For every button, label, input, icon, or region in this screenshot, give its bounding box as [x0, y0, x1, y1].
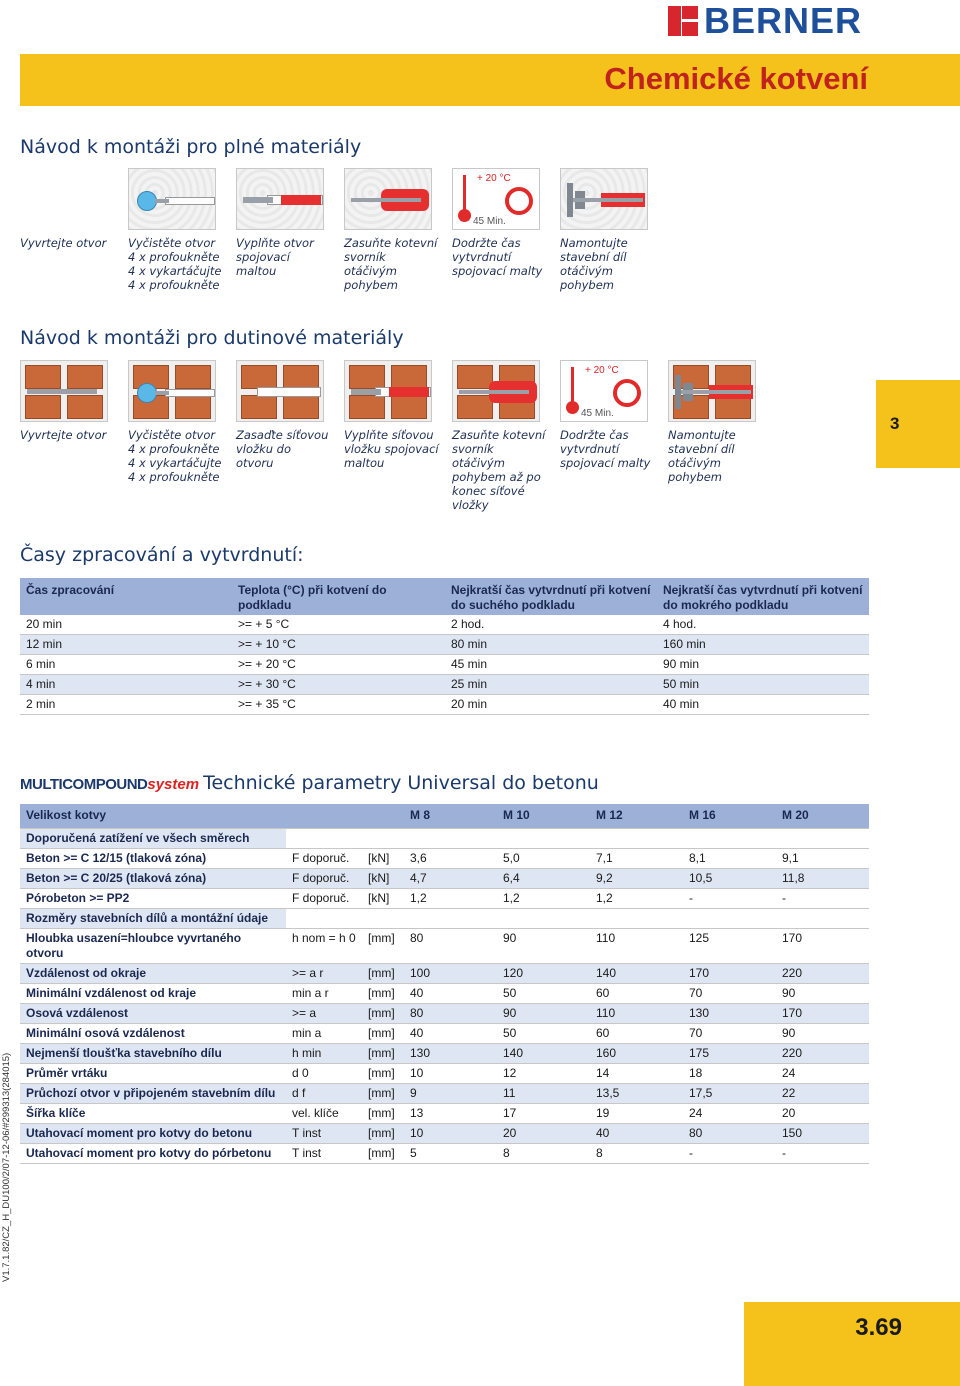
- tech-value: 11,8: [776, 868, 869, 888]
- brick-shape: [349, 365, 385, 389]
- step-4: [344, 360, 452, 512]
- mortar-fill: [281, 195, 321, 205]
- tech-unit: [mm]: [362, 1083, 404, 1103]
- tech-value: 140: [497, 1043, 590, 1063]
- thermometer-bulb: [458, 209, 471, 222]
- tech-value: 110: [590, 1003, 683, 1023]
- cure-table: [20, 578, 869, 715]
- tech-label: Minimální osová vzdálenost: [20, 1023, 286, 1043]
- cure-cell: 20 min: [20, 615, 232, 635]
- cure-row: [20, 635, 869, 655]
- clock-icon: [505, 187, 533, 215]
- tech-symbol: F doporuč.: [286, 888, 362, 908]
- tech-label: Beton >= C 20/25 (tlaková zóna): [20, 868, 286, 888]
- tech-value: 4,7: [404, 868, 497, 888]
- tech-value: 10,5: [683, 868, 776, 888]
- tech-unit: [kN]: [362, 888, 404, 908]
- cure-cell: 20 min: [445, 695, 657, 715]
- step-3: [236, 168, 344, 292]
- cure-cell: 12 min: [20, 635, 232, 655]
- cure-row: [20, 695, 869, 715]
- tech-value: 60: [590, 983, 683, 1003]
- tech-label: Hloubka usazení=hloubce vyvrtaného otvoru: [20, 928, 286, 963]
- tech-symbol: T inst: [286, 1123, 362, 1143]
- berner-logo: [668, 0, 863, 41]
- brick-shape: [349, 395, 385, 419]
- cure-cell: >= + 10 °C: [232, 635, 445, 655]
- tech-row: [20, 963, 869, 983]
- drill-hole-icon: [20, 168, 108, 230]
- tech-value: 125: [683, 928, 776, 963]
- thermometer-stem: [463, 175, 466, 213]
- step-5: [452, 360, 560, 512]
- cartridge-nozzle: [243, 197, 273, 203]
- cure-cell: 2 hod.: [445, 615, 657, 635]
- brick-shape: [241, 395, 277, 419]
- tech-value: 130: [683, 1003, 776, 1023]
- pump-nozzle: [155, 199, 169, 203]
- brick-shape: [25, 395, 61, 419]
- tech-header-label: Velikost kotvy: [20, 804, 404, 828]
- steps-full: [20, 168, 668, 292]
- tech-value: 130: [404, 1043, 497, 1063]
- document-code: [1, 1052, 17, 1282]
- tech-value: 110: [590, 928, 683, 963]
- tech-value: 60: [590, 1023, 683, 1043]
- step-caption: Dodržte čas vytvrdnutí spojovací malty: [452, 236, 543, 278]
- anchor-rod: [351, 198, 421, 202]
- pump-nozzle: [155, 391, 169, 395]
- thermometer-clock-icon: [452, 168, 540, 230]
- tech-row: [20, 1143, 869, 1163]
- step-5: [452, 168, 560, 292]
- tech-value: 170: [776, 1003, 869, 1023]
- brick-shape: [283, 395, 319, 419]
- tech-value: 1,2: [404, 888, 497, 908]
- tech-value: 140: [590, 963, 683, 983]
- tech-value: -: [776, 1143, 869, 1163]
- tech-subheader-row: [20, 908, 869, 928]
- tech-value: 170: [776, 928, 869, 963]
- cure-cell: 80 min: [445, 635, 657, 655]
- tech-title: Technické parametry Universal do betonu: [203, 772, 599, 794]
- tech-label: Osová vzdálenost: [20, 1003, 286, 1023]
- tech-value: 1,2: [497, 888, 590, 908]
- tech-symbol: T inst: [286, 1143, 362, 1163]
- tech-subheader: Doporučená zatížení ve všech směrech: [20, 828, 286, 848]
- section-full-title: Návod k montáži pro plné materiály: [20, 136, 362, 158]
- tech-value: 150: [776, 1123, 869, 1143]
- tech-unit: [mm]: [362, 1003, 404, 1023]
- brick-shape: [241, 365, 277, 389]
- tech-label: Utahovací moment pro kotvy do betonu: [20, 1123, 286, 1143]
- cartridge-nozzle: [351, 389, 381, 395]
- brick-shape: [391, 395, 427, 419]
- inject-mortar-icon: [236, 168, 324, 230]
- step-caption: Vyplňte otvor spojovací maltou: [236, 236, 314, 278]
- tech-value: 11: [497, 1083, 590, 1103]
- tech-symbol: F doporuč.: [286, 868, 362, 888]
- step-7: [668, 360, 776, 512]
- tech-label: Vzdálenost od okraje: [20, 963, 286, 983]
- tech-label: Nejmenší tloušťka stavebního dílu: [20, 1043, 286, 1063]
- tech-symbol: d 0: [286, 1063, 362, 1083]
- tech-row: [20, 928, 869, 963]
- page-title: Chemické kotvení: [604, 61, 868, 96]
- tech-label: Pórobeton >= PP2: [20, 888, 286, 908]
- tech-unit: [mm]: [362, 983, 404, 1003]
- tech-symbol: h nom = h 0: [286, 928, 362, 963]
- tech-unit: [mm]: [362, 1103, 404, 1123]
- tech-row: [20, 1083, 869, 1103]
- blow-out-pump-icon: [128, 360, 216, 422]
- cure-title: Časy zpracování a vytvrdnutí:: [20, 544, 304, 566]
- tech-row: [20, 1103, 869, 1123]
- tech-value: 12: [497, 1063, 590, 1083]
- tech-value: 70: [683, 983, 776, 1003]
- cure-cell: 6 min: [20, 655, 232, 675]
- tech-value: 8: [497, 1143, 590, 1163]
- insert-anchor-icon: [344, 168, 432, 230]
- tech-row: [20, 848, 869, 868]
- brick-shape: [175, 365, 211, 389]
- tech-value: 20: [776, 1103, 869, 1123]
- tech-value: 50: [497, 983, 590, 1003]
- tech-table: [20, 804, 869, 1164]
- cure-cell: >= + 35 °C: [232, 695, 445, 715]
- cure-cell: >= + 30 °C: [232, 675, 445, 695]
- tech-value: 17: [497, 1103, 590, 1123]
- step-caption: Namontujte stavební díl otáčivým pohybem: [668, 428, 736, 484]
- step-2: [128, 168, 236, 292]
- title-band: [20, 54, 960, 106]
- sleeve-shape: [257, 387, 321, 397]
- step-caption: Vyčistěte otvor 4 x profoukněte 4 x vykartáčujte 4 x profoukněte: [128, 236, 222, 292]
- brick-shape: [391, 365, 427, 389]
- tech-unit: [mm]: [362, 1043, 404, 1063]
- multicompound-heading: [20, 772, 599, 794]
- insert-sleeve-icon: [236, 360, 324, 422]
- tech-label: Utahovací moment pro kotvy do pórbetonu: [20, 1143, 286, 1163]
- step-caption: Zasuňte kotevní svorník otáčivým pohybem: [344, 236, 438, 292]
- tech-value: 80: [404, 1003, 497, 1023]
- tech-row: [20, 1003, 869, 1023]
- document-code-text: V1.7.1.82/CZ_H_DU100/2/07-12-06/#299313(284015): [1, 1052, 12, 1282]
- tech-value: 100: [404, 963, 497, 983]
- thermometer-stem: [571, 367, 574, 405]
- tech-symbol: >= a: [286, 1003, 362, 1023]
- tech-unit: [mm]: [362, 928, 404, 963]
- tech-value: 8: [590, 1143, 683, 1163]
- tech-value: 70: [683, 1023, 776, 1043]
- logo-mark-icon: [668, 6, 698, 36]
- tech-symbol: vel. klíče: [286, 1103, 362, 1123]
- anchor-rod: [573, 198, 643, 202]
- cure-header: Nejkratší čas vytvrdnutí při kotvení do mokrého podkladu: [657, 578, 869, 615]
- tech-unit: [mm]: [362, 1143, 404, 1163]
- tech-value: 40: [590, 1123, 683, 1143]
- step-caption: Vyplňte síťovou vložku spojovací maltou: [344, 428, 439, 470]
- tech-value: 6,4: [497, 868, 590, 888]
- step-caption: Namontujte stavební díl otáčivým pohybem: [560, 236, 628, 292]
- cure-cell: 160 min: [657, 635, 869, 655]
- tech-value: 17,5: [683, 1083, 776, 1103]
- step-caption: Vyvrtejte otvor: [20, 428, 107, 442]
- system-logo: system: [147, 776, 200, 793]
- tech-symbol: F doporuč.: [286, 848, 362, 868]
- clock-icon: [613, 379, 641, 407]
- tech-label: Průměr vrtáku: [20, 1063, 286, 1083]
- anchor-rod: [681, 390, 751, 394]
- tech-symbol: h min: [286, 1043, 362, 1063]
- cure-cell: 4 hod.: [657, 615, 869, 635]
- mount-part-icon: [668, 360, 756, 422]
- cure-cell: 40 min: [657, 695, 869, 715]
- tech-subheader-fill: [286, 908, 869, 928]
- tech-value: 40: [404, 1023, 497, 1043]
- tech-unit: [mm]: [362, 1023, 404, 1043]
- cure-cell: 4 min: [20, 675, 232, 695]
- cure-cell: >= + 5 °C: [232, 615, 445, 635]
- tech-unit: [mm]: [362, 1123, 404, 1143]
- tech-row: [20, 1123, 869, 1143]
- step-caption: Dodržte čas vytvrdnutí spojovací malty: [560, 428, 651, 470]
- brick-shape: [457, 395, 493, 419]
- cure-header: Teplota (°C) při kotvení do podkladu: [232, 578, 445, 615]
- cure-cell: 45 min: [445, 655, 657, 675]
- step-caption: Zasaďte síťovou vložku do otvoru: [236, 428, 329, 470]
- chapter-tab: [876, 380, 960, 468]
- tech-size-header: M 16: [683, 804, 776, 828]
- tech-value: 220: [776, 1043, 869, 1063]
- tech-unit: [mm]: [362, 1063, 404, 1083]
- cure-row: [20, 675, 869, 695]
- thermometer-bulb: [566, 401, 579, 414]
- tech-row: [20, 1063, 869, 1083]
- tech-value: -: [683, 888, 776, 908]
- multicompound-logo: MULTICOMPOUND: [20, 776, 148, 793]
- steps-hollow: [20, 360, 776, 512]
- insert-anchor-icon: [452, 360, 540, 422]
- tech-row: [20, 888, 869, 908]
- brick-shape: [67, 395, 103, 419]
- tech-label: Beton >= C 12/15 (tlaková zóna): [20, 848, 286, 868]
- cure-time-label: 45 Min.: [581, 408, 614, 419]
- tech-value: 13,5: [590, 1083, 683, 1103]
- cure-cell: 2 min: [20, 695, 232, 715]
- tech-value: 7,1: [590, 848, 683, 868]
- tech-value: 10: [404, 1063, 497, 1083]
- hole-shape: [165, 197, 215, 205]
- tech-value: 9: [404, 1083, 497, 1103]
- logo-text: BERNER: [704, 0, 863, 41]
- tech-value: -: [776, 888, 869, 908]
- tech-value: 24: [683, 1103, 776, 1123]
- tech-header-row: [20, 804, 869, 828]
- chapter-number: 3: [890, 414, 900, 433]
- tech-value: 90: [776, 1023, 869, 1043]
- brick-shape: [175, 395, 211, 419]
- tech-value: 10: [404, 1123, 497, 1143]
- tech-value: 175: [683, 1043, 776, 1063]
- tech-symbol: >= a r: [286, 963, 362, 983]
- step-caption: Zasuňte kotevní svorník otáčivým pohybem až po konec síťové vložky: [452, 428, 546, 512]
- tech-size-header: M 20: [776, 804, 869, 828]
- tech-value: 14: [590, 1063, 683, 1083]
- cure-header-row: [20, 578, 869, 615]
- tech-value: 120: [497, 963, 590, 983]
- tech-value: 80: [683, 1123, 776, 1143]
- tech-value: 160: [590, 1043, 683, 1063]
- tech-value: 9,2: [590, 868, 683, 888]
- tech-value: 220: [776, 963, 869, 983]
- tech-label: Průchozí otvor v připojeném stavebním dílu: [20, 1083, 286, 1103]
- step-caption: Vyvrtejte otvor: [20, 236, 107, 250]
- tech-subheader: Rozměry stavebních dílů a montážní údaje: [20, 908, 286, 928]
- tech-value: 22: [776, 1083, 869, 1103]
- tech-value: 5: [404, 1143, 497, 1163]
- cure-cell: 25 min: [445, 675, 657, 695]
- mortar-fill: [389, 387, 429, 397]
- tech-value: 90: [776, 983, 869, 1003]
- cure-header: Nejkratší čas vytvrdnutí při kotvení do suchého podkladu: [445, 578, 657, 615]
- tech-value: 18: [683, 1063, 776, 1083]
- tech-row: [20, 983, 869, 1003]
- tech-value: 20: [497, 1123, 590, 1143]
- cure-header: Čas zpracování: [20, 578, 232, 615]
- tech-subheader-fill: [286, 828, 869, 848]
- brick-shape: [283, 365, 319, 389]
- tech-row: [20, 1043, 869, 1063]
- step-3: [236, 360, 344, 512]
- section-hollow-title: Návod k montáži pro dutinové materiály: [20, 327, 404, 349]
- tech-size-header: M 8: [404, 804, 497, 828]
- hole-shape: [165, 389, 215, 397]
- temperature-label: + 20 °C: [477, 173, 511, 184]
- tech-symbol: min a r: [286, 983, 362, 1003]
- cure-row: [20, 615, 869, 635]
- tech-row: [20, 1023, 869, 1043]
- tech-value: 3,6: [404, 848, 497, 868]
- tech-subheader-row: [20, 828, 869, 848]
- tech-value: 13: [404, 1103, 497, 1123]
- tech-unit: [kN]: [362, 848, 404, 868]
- tech-value: 50: [497, 1023, 590, 1043]
- step-6: [560, 360, 668, 512]
- tech-row: [20, 868, 869, 888]
- blow-out-pump-icon: [128, 168, 216, 230]
- temperature-label: + 20 °C: [585, 365, 619, 376]
- tech-value: 1,2: [590, 888, 683, 908]
- tech-value: 8,1: [683, 848, 776, 868]
- step-4: [344, 168, 452, 292]
- cure-cell: 90 min: [657, 655, 869, 675]
- tech-unit: [mm]: [362, 963, 404, 983]
- pump-ball: [137, 191, 157, 211]
- step-1: [20, 360, 128, 512]
- brick-shape: [25, 365, 61, 389]
- cure-time-label: 45 Min.: [473, 216, 506, 227]
- tech-unit: [kN]: [362, 868, 404, 888]
- cure-cell: >= + 20 °C: [232, 655, 445, 675]
- page-number-box: [744, 1302, 960, 1386]
- tech-symbol: d f: [286, 1083, 362, 1103]
- step-2: [128, 360, 236, 512]
- tech-size-header: M 10: [497, 804, 590, 828]
- tech-value: 90: [497, 1003, 590, 1023]
- tech-value: 5,0: [497, 848, 590, 868]
- drill-bit: [27, 389, 97, 394]
- brick-shape: [457, 365, 493, 389]
- tech-symbol: min a: [286, 1023, 362, 1043]
- step-caption: Vyčistěte otvor 4 x profoukněte 4 x vykartáčujte 4 x profoukněte: [128, 428, 222, 484]
- mount-part-icon: [560, 168, 648, 230]
- fill-sleeve-icon: [344, 360, 432, 422]
- drill-hole-icon: [20, 360, 108, 422]
- pump-ball: [137, 383, 157, 403]
- tech-value: 80: [404, 928, 497, 963]
- anchor-rod: [459, 390, 529, 394]
- brick-shape: [67, 365, 103, 389]
- cure-row: [20, 655, 869, 675]
- step-1: [20, 168, 128, 292]
- tech-value: -: [683, 1143, 776, 1163]
- tech-value: 40: [404, 983, 497, 1003]
- tech-label: Minimální vzdálenost od kraje: [20, 983, 286, 1003]
- thermometer-clock-icon: [560, 360, 648, 422]
- step-6: [560, 168, 668, 292]
- tech-value: 24: [776, 1063, 869, 1083]
- page-number: 3.69: [855, 1314, 902, 1341]
- tech-label: Šířka klíče: [20, 1103, 286, 1123]
- tech-size-header: M 12: [590, 804, 683, 828]
- tech-value: 19: [590, 1103, 683, 1123]
- cure-cell: 50 min: [657, 675, 869, 695]
- tech-value: 170: [683, 963, 776, 983]
- tech-value: 9,1: [776, 848, 869, 868]
- tech-value: 90: [497, 928, 590, 963]
